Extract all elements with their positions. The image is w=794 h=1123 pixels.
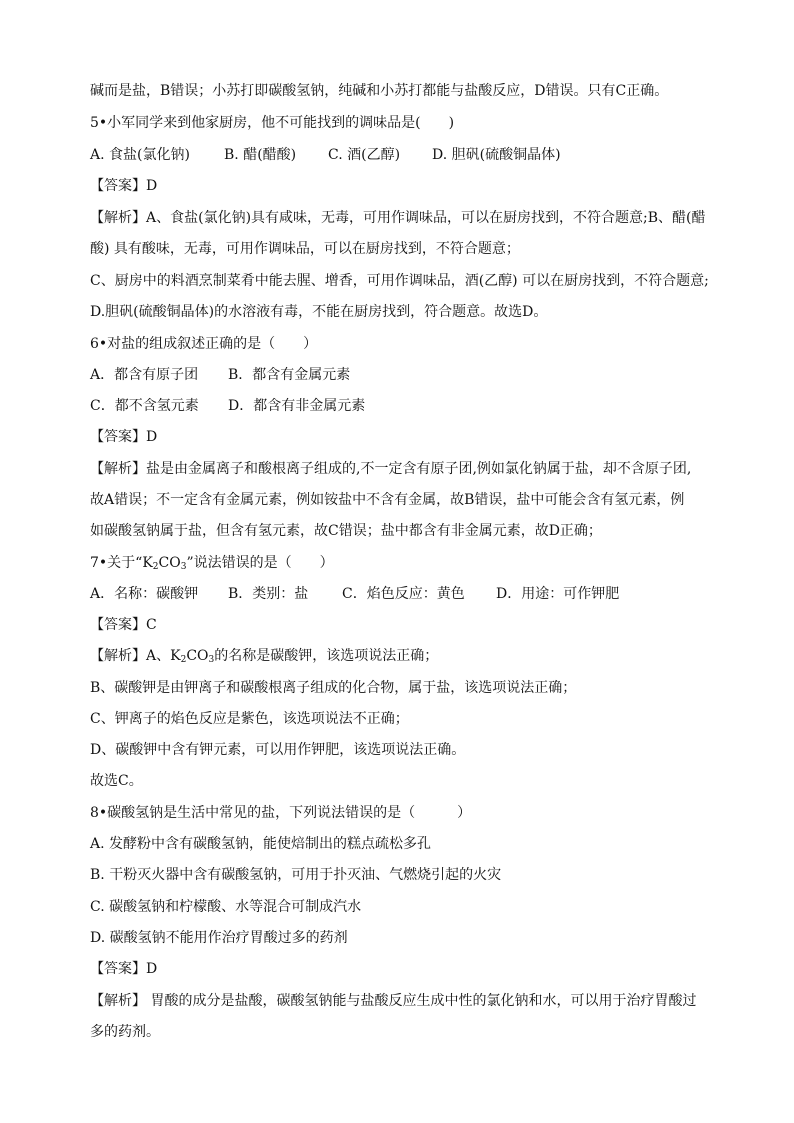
question-6-option-d: D．都含有非金属元素 xyxy=(228,398,366,414)
question-8-stem: 8•碳酸氢钠是生活中常见的盐，下列说法错误的是（ ） xyxy=(90,805,472,821)
question-7-options xyxy=(90,583,714,605)
question-7-option-c: C．焰色反应：黄色 xyxy=(342,586,465,602)
question-5-options xyxy=(90,144,714,166)
question-5-answer: 【答案】D xyxy=(90,178,158,194)
question-6-explanation-line: 【解析】盐是由金属离子和酸根离子组成的,不一定含有原子团,例如氯化钠属于盐，却不含原子团, xyxy=(90,461,692,477)
question-6-stem: 6•对盐的组成叙述正确的是（ ） xyxy=(90,336,318,352)
stem-text: ”说法错误的是（ ） xyxy=(186,555,334,571)
question-7-explanation-line: C、钾离子的焰色反应是紫色，该选项说法不正确； xyxy=(90,711,409,727)
subscript: 2 xyxy=(152,562,159,572)
question-6-options-row-1 xyxy=(90,364,714,386)
question-7-explanation-line xyxy=(90,645,714,667)
question-8-answer: 【答案】D xyxy=(90,961,158,977)
question-8-option-d: D. 碳酸氢钠不能用作治疗胃酸过多的药剂 xyxy=(90,930,348,946)
question-6-answer: 【答案】D xyxy=(90,429,158,445)
question-7-explanation-line: D、碳酸钾中含有钾元素，可以用作钾肥，该选项说法正确。 xyxy=(90,742,466,758)
stem-text: CO xyxy=(158,555,181,571)
subscript: 2 xyxy=(180,655,187,665)
explanation-text: CO xyxy=(186,648,209,664)
question-8-option-c: C. 碳酸氢钠和柠檬酸、水等混合可制成汽水 xyxy=(90,899,362,915)
question-6-option-c: C．都不含氢元素 xyxy=(90,398,199,414)
subscript: 3 xyxy=(180,562,187,572)
question-7-option-b: B．类别：盐 xyxy=(228,586,309,602)
question-5-option-d: D. 胆矾(硫酸铜晶体) xyxy=(432,147,561,163)
question-6-explanation-line: 故A错误；不一定含有金属元素，例如铵盐中不含有金属，故B错误，盐中可能会含有氢元素，例 xyxy=(90,492,685,508)
question-5-explanation-line: C、厨房中的料酒烹制菜肴中能去腥、增香，可用作调味品，酒(乙醇) 可以在厨房找到，不符合题意; xyxy=(90,273,709,289)
question-5-option-b: B. 醋(醋酸) xyxy=(224,147,297,163)
question-6-option-b: B．都含有金属元素 xyxy=(228,367,351,383)
question-8-explanation-line: 多的药剂。 xyxy=(90,1024,160,1040)
question-6-explanation-line: 如碳酸氢钠属于盐，但含有氢元素，故C错误；盐中都含有非金属元素，故D正确； xyxy=(90,523,602,539)
question-7-conclusion: 故选C。 xyxy=(90,773,143,789)
question-5-option-c: C. 酒(乙醇) xyxy=(328,147,401,163)
question-5-explanation-line: 【解析】A、食盐(氯化钠)具有咸味，无毒，可用作调味品，可以在厨房找到，不符合题意;B、醋(醋 xyxy=(90,210,706,226)
question-7-option-d: D．用途：可作钾肥 xyxy=(496,586,620,602)
question-7-explanation-line: B、碳酸钾是由钾离子和碳酸根离子组成的化合物，属于盐，该选项说法正确； xyxy=(90,680,577,696)
question-5-stem: 5•小军同学来到他家厨房，他不可能找到的调味品是( ) xyxy=(90,115,455,131)
question-7-stem xyxy=(90,552,714,574)
explanation-text: 【解析】A、K xyxy=(90,648,181,664)
question-5-explanation-line: 酸) 具有酸味，无毒，可用作调味品，可以在厨房找到，不符合题意； xyxy=(90,241,520,257)
question-8-explanation-line: 【解析】 胃酸的成分是盐酸，碳酸氢钠能与盐酸反应生成中性的氯化钠和水，可以用于治疗胃酸过 xyxy=(90,993,697,1009)
subscript: 3 xyxy=(208,655,215,665)
stem-text: 7•关于“K xyxy=(90,555,153,571)
question-5-option-a: A. 食盐(氯化钠) xyxy=(90,147,190,163)
question-7-option-a: A．名称：碳酸钾 xyxy=(90,586,199,602)
question-8-option-b: B. 干粉灭火器中含有碳酸氢钠，可用于扑灭油、气燃烧引起的火灾 xyxy=(90,867,502,883)
question-5-explanation-line: D.胆矾(硫酸铜晶体)的水溶液有毒，不能在厨房找到，符合题意。故选D。 xyxy=(90,304,548,320)
question-6-option-a: A．都含有原子团 xyxy=(90,367,199,383)
prev-explanation-tail: 碱而是盐，B错误；小苏打即碳酸氢钠，纯碱和小苏打都能与盐酸反应，D错误。只有C正确。 xyxy=(90,83,669,99)
question-6-options-row-2 xyxy=(90,395,714,417)
explanation-text: 的名称是碳酸钾，该选项说法正确； xyxy=(214,648,439,664)
question-7-answer: 【答案】C xyxy=(90,617,157,633)
question-8-option-a: A. 发酵粉中含有碳酸氢钠，能使焙制出的糕点疏松多孔 xyxy=(90,836,432,852)
